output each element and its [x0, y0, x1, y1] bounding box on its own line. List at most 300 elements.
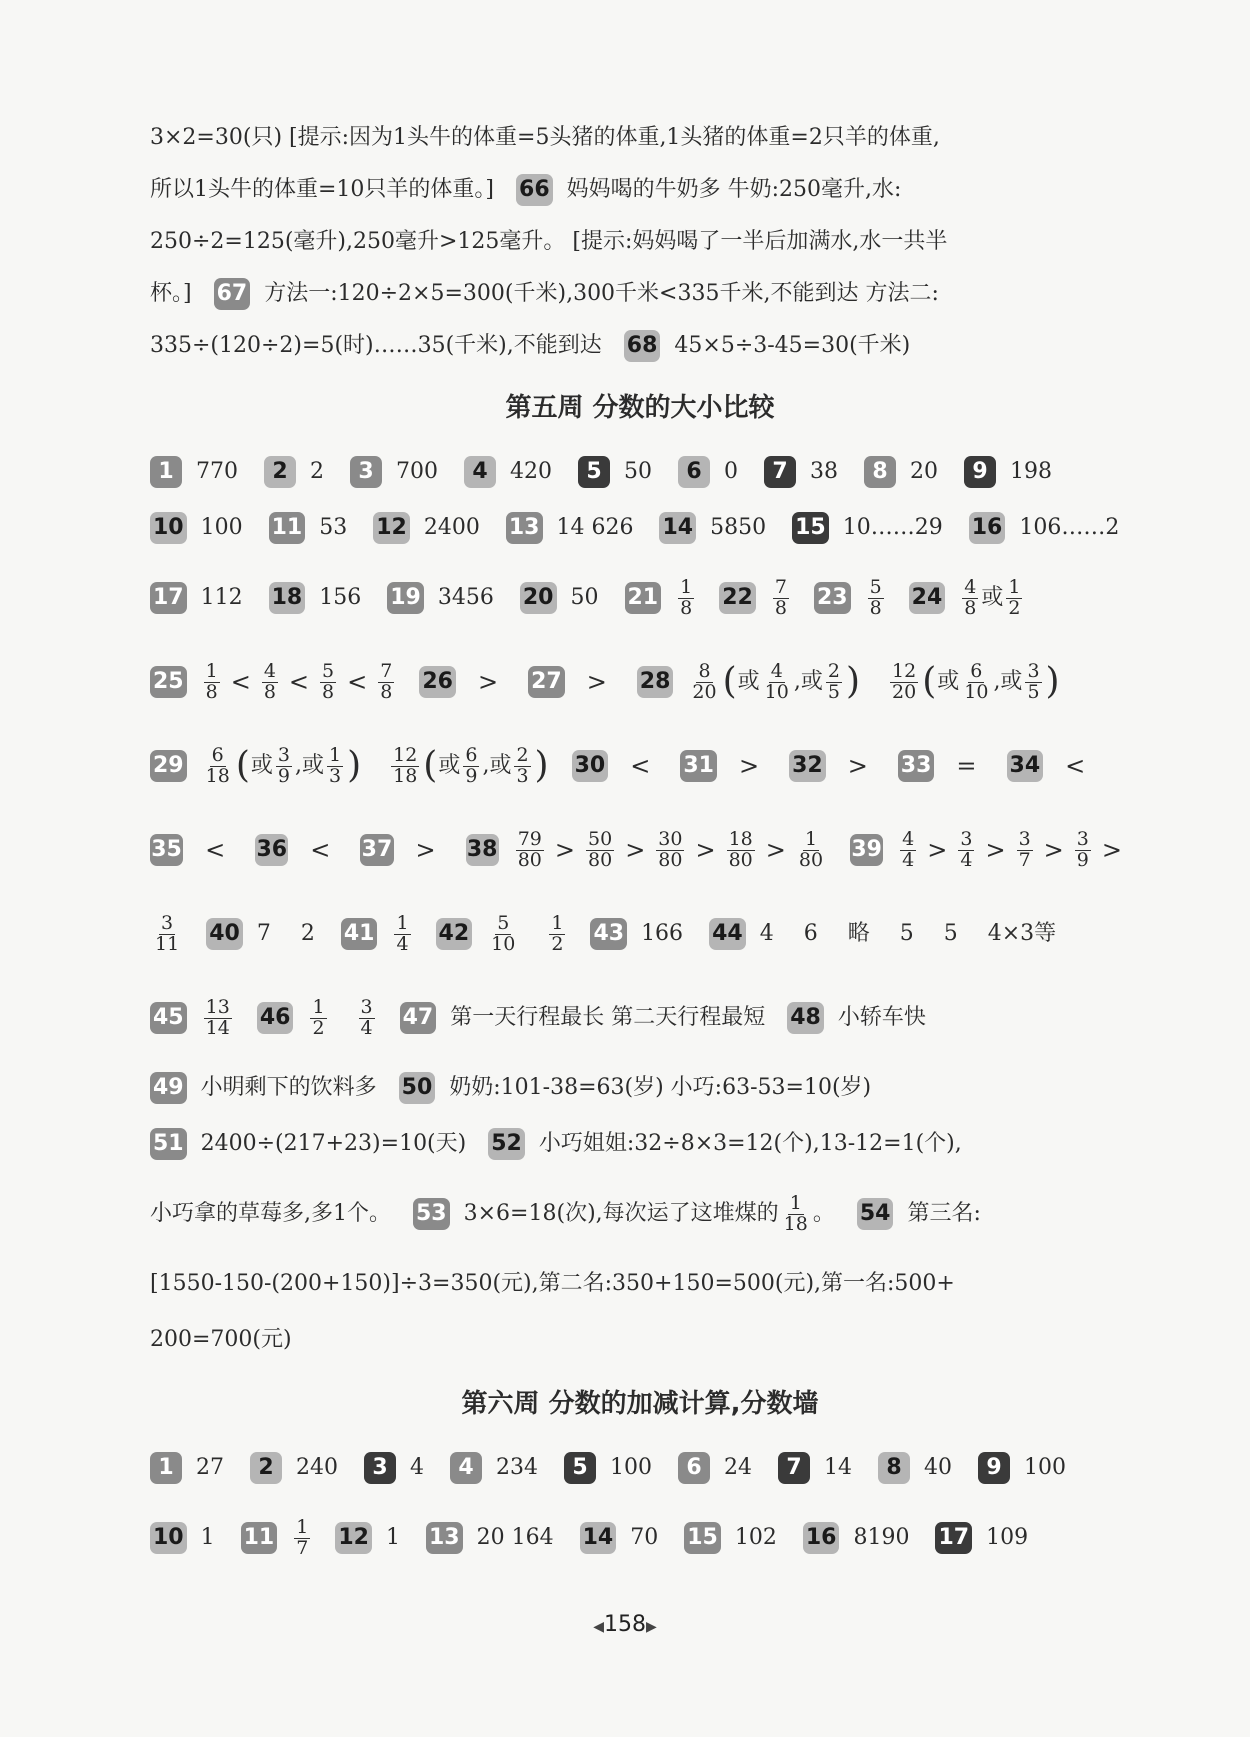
fraction: [204, 743, 232, 787]
less-than-sign: <: [288, 667, 310, 696]
fraction: [1025, 659, 1041, 703]
numerator: 1: [328, 743, 342, 766]
fraction: [276, 743, 292, 787]
paren-close: ): [534, 745, 549, 786]
denominator: 80: [798, 848, 824, 871]
answer-text: 奶奶:101-38=63(岁) 小巧:63-53=10(岁): [449, 1074, 872, 1100]
fraction: [204, 995, 232, 1039]
answer-value: 27: [196, 1454, 224, 1480]
question-badge: 8: [878, 1452, 910, 1484]
answer-row-11: [150, 1172, 1130, 1256]
answer-value: 14 626: [556, 514, 634, 540]
answer-value: 20: [910, 458, 938, 484]
answer-value: 166: [641, 920, 684, 946]
answer-value: 106……2: [1019, 514, 1120, 540]
answer-value: 10……29: [842, 514, 943, 540]
denominator: 8: [964, 596, 977, 619]
question-badge: 46: [257, 1002, 294, 1034]
numerator: 50: [588, 827, 613, 850]
text-line: [150, 164, 1130, 216]
paren-close: ): [347, 745, 362, 786]
denominator: 3: [328, 764, 342, 787]
answer-value: 420: [510, 458, 552, 484]
page-number: 158: [604, 1612, 646, 1637]
denominator: 4: [360, 1016, 373, 1039]
answer-value: 2400: [423, 514, 480, 540]
answer-value: 5: [899, 920, 914, 946]
denominator: 11: [155, 932, 180, 955]
answer-text: 妈妈喝的牛奶多 牛奶:250毫升,水:: [566, 176, 902, 202]
denominator: 18: [205, 764, 230, 787]
numerator: 4: [263, 659, 276, 682]
fraction: [900, 827, 916, 871]
numerator: 4: [964, 575, 977, 598]
or-text: ,或: [793, 668, 823, 694]
fraction: [586, 827, 614, 871]
or-text: ,或: [993, 668, 1023, 694]
fraction: [763, 659, 791, 703]
question-badge: 17: [935, 1522, 972, 1554]
question-badge: 25: [150, 666, 187, 698]
fraction: [463, 743, 479, 787]
question-badge: 8: [864, 456, 896, 488]
question-badge: 5: [578, 456, 610, 488]
question-badge: 7: [778, 1452, 810, 1484]
denominator: 8: [263, 680, 276, 703]
question-badge: 34: [1007, 750, 1044, 782]
numerator: 2: [827, 659, 840, 682]
answer-value: 14: [824, 1454, 852, 1480]
question-badge: 2: [264, 456, 296, 488]
question-badge: 53: [413, 1198, 450, 1230]
denominator: 8: [774, 596, 787, 619]
denominator: 20: [692, 680, 717, 703]
question-badge: 49: [150, 1072, 187, 1104]
question-badge: 15: [684, 1522, 721, 1554]
question-badge: 52: [488, 1128, 525, 1160]
answer-text: 2400÷(217+23)=10(天): [200, 1130, 467, 1156]
page-content: [150, 112, 1130, 1580]
numerator: 1: [205, 659, 218, 682]
question-badge: 13: [506, 512, 543, 544]
answer-value: 40: [924, 1454, 952, 1480]
answer-value: 100: [200, 514, 243, 540]
answer-value: 5850: [710, 514, 767, 540]
denominator: 18: [783, 1212, 808, 1235]
denominator: 4: [902, 848, 915, 871]
triangle-left-icon: ◀: [593, 1619, 604, 1635]
less-than-sign: <: [347, 667, 368, 696]
fraction: [797, 827, 825, 871]
answer-text: 第三名:: [907, 1200, 981, 1226]
less-than-sign: <: [205, 835, 226, 864]
numerator: 1: [789, 1191, 802, 1214]
denominator: 2: [1008, 596, 1021, 619]
numerator: 30: [658, 827, 683, 850]
answer-text: 45×5÷3-45=30(千米): [674, 332, 911, 358]
answer-row-9: [150, 1060, 1130, 1116]
question-badge: 12: [335, 1522, 372, 1554]
text-line: [150, 216, 1130, 268]
section-title-week6: 第六周 分数的加减计算,分数墙: [461, 1389, 819, 1419]
answer-row-1: [150, 444, 1130, 500]
numerator: 12: [892, 659, 917, 682]
question-badge: 1: [150, 1452, 182, 1484]
answer-row-6: [150, 808, 1130, 892]
denominator: 8: [205, 680, 218, 703]
question-badge: 40: [206, 918, 243, 950]
fraction: [391, 743, 419, 787]
question-badge: 3: [364, 1452, 396, 1484]
paren-open: (: [423, 745, 438, 786]
question-badge: 42: [436, 918, 473, 950]
question-badge: 6: [678, 456, 710, 488]
answer-text: 小明剩下的饮料多: [200, 1074, 377, 1100]
question-badge: 30: [572, 750, 609, 782]
fraction: [394, 911, 410, 955]
fraction: [890, 659, 918, 703]
fraction: [678, 575, 694, 619]
section-title-week5: 第五周 分数的大小比较: [505, 393, 775, 423]
denominator: 4: [960, 848, 973, 871]
question-badge: 37: [360, 834, 393, 866]
answer-value: 6: [803, 920, 818, 946]
question-badge: 27: [528, 666, 565, 698]
less-than-sign: <: [1065, 751, 1086, 780]
numerator: 7: [380, 659, 393, 682]
question-badge: 50: [399, 1072, 436, 1104]
question-badge: 14: [580, 1522, 617, 1554]
denominator: 8: [380, 680, 393, 703]
equals-sign: =: [956, 751, 977, 780]
greater-than-sign: >: [625, 835, 646, 864]
page-number-footer: [0, 1612, 1250, 1637]
question-badge-68: 68: [624, 330, 661, 362]
answer-text: 335÷(120÷2)=5(时)……35(千米),不能到达: [150, 332, 602, 358]
answer-row-5: [150, 724, 1130, 808]
answer-value: 20 164: [476, 1524, 554, 1550]
question-badge: 48: [787, 1002, 824, 1034]
answer-text: 方法一:120÷2×5=300(千米),300千米<335千米,不能到达 方法二:: [264, 280, 939, 306]
denominator: 80: [588, 848, 613, 871]
question-badge: 16: [803, 1522, 840, 1554]
answer-text: 所以1头牛的体重=10只羊的体重。]: [150, 176, 495, 202]
answer-text: 杯。]: [150, 280, 192, 306]
fraction: [1006, 575, 1022, 619]
question-badge: 24: [909, 582, 946, 614]
answer-value: 102: [734, 1524, 777, 1550]
numerator: 6: [211, 743, 224, 766]
answer-value: 109: [986, 1524, 1029, 1550]
fraction: [868, 575, 884, 619]
denominator: 4: [396, 932, 409, 955]
numerator: 3: [960, 827, 973, 850]
less-than-sign: <: [310, 835, 331, 864]
question-badge: 45: [150, 1002, 187, 1034]
fraction: [962, 575, 978, 619]
numerator: 6: [465, 743, 478, 766]
question-badge: 51: [150, 1128, 187, 1160]
answer-value: 100: [1024, 1454, 1066, 1480]
fraction: [310, 995, 326, 1039]
numerator: 1: [680, 575, 693, 598]
text-line: [150, 268, 1130, 320]
numerator: 1: [551, 911, 564, 934]
triangle-right-icon: ▶: [646, 1619, 657, 1635]
answer-value: 4×3等: [987, 920, 1057, 946]
denominator: 10: [764, 680, 789, 703]
denominator: 3: [516, 764, 529, 787]
question-badge: 17: [150, 582, 187, 614]
text-line: [150, 112, 1130, 164]
numerator: 79: [517, 827, 542, 850]
question-badge: 2: [250, 1452, 282, 1484]
answer-value: 0: [724, 458, 738, 484]
greater-than-sign: >: [765, 835, 786, 864]
fraction: [549, 911, 565, 955]
greater-than-sign: >: [415, 835, 436, 864]
answer-value: 4: [759, 920, 774, 946]
denominator: 10: [964, 680, 989, 703]
question-badge: 39: [850, 834, 883, 866]
fraction: [489, 911, 517, 955]
question-badge: 43: [590, 918, 627, 950]
numerator: 3: [277, 743, 290, 766]
question-badge: 21: [625, 582, 662, 614]
less-than-sign: <: [230, 667, 251, 696]
question-badge: 12: [373, 512, 410, 544]
fraction: [320, 659, 336, 703]
numerator: 3: [1027, 659, 1040, 682]
question-badge: 47: [400, 1002, 437, 1034]
answer-text: 3×2=30(只) [提示:因为1头牛的体重=5头猪的体重,1头猪的体重=2只羊的体重,: [150, 124, 940, 150]
answer-value: 50: [570, 584, 599, 610]
fraction: [1075, 827, 1091, 871]
fraction: [204, 659, 220, 703]
numerator: 1: [296, 1515, 309, 1538]
fraction: [656, 827, 684, 871]
greater-than-sign: >: [586, 667, 607, 696]
fraction: [962, 659, 990, 703]
question-badge: 35: [150, 834, 183, 866]
greater-than-sign: >: [695, 835, 716, 864]
denominator: 9: [465, 764, 478, 787]
question-badge: 6: [678, 1452, 710, 1484]
question-badge: 20: [520, 582, 557, 614]
answer-value: 7: [256, 920, 271, 946]
denominator: 5: [827, 680, 840, 703]
answer-row-8: [150, 976, 1130, 1060]
answer-value: 770: [196, 458, 238, 484]
fraction: [782, 1191, 810, 1235]
question-badge: 13: [426, 1522, 463, 1554]
question-badge: 29: [150, 750, 187, 782]
numerator: 3: [1018, 827, 1031, 850]
denominator: 80: [517, 848, 542, 871]
question-badge: 14: [659, 512, 696, 544]
question-badge: 3: [350, 456, 382, 488]
answer-value: 70: [630, 1524, 659, 1550]
answer-value: 8190: [853, 1524, 910, 1550]
answer-text: 200=700(元): [150, 1326, 292, 1352]
answer-value: 53: [319, 514, 348, 540]
greater-than-sign: >: [985, 835, 1006, 864]
denominator: 9: [277, 764, 290, 787]
greater-than-sign: >: [738, 751, 760, 780]
denominator: 8: [680, 596, 693, 619]
paren-open: (: [722, 661, 737, 702]
answer-value: 156: [319, 584, 362, 610]
answer-value: 5: [943, 920, 958, 946]
question-badge: 15: [792, 512, 829, 544]
answer-row-3: [150, 556, 1130, 640]
greater-than-sign: >: [927, 835, 948, 864]
question-badge: 9: [964, 456, 996, 488]
answer-text: [1550-150-(200+150)]÷3=350(元),第二名:350+150=500(元),第一名:500+: [150, 1270, 955, 1296]
answer-value: 112: [200, 584, 243, 610]
text-line: [150, 320, 1130, 372]
question-badge-66: 66: [516, 174, 553, 206]
fraction: [1017, 827, 1033, 871]
question-badge: 18: [269, 582, 306, 614]
fraction: [378, 659, 394, 703]
question-badge: 41: [341, 918, 378, 950]
question-badge: 23: [814, 582, 851, 614]
question-badge: 44: [709, 918, 746, 950]
answer-value: 4: [410, 1454, 424, 1480]
answer-value: 1: [385, 1524, 400, 1550]
answer-row-10: [150, 1116, 1130, 1172]
or-text: 或: [981, 584, 1004, 610]
denominator: 5: [1027, 680, 1040, 703]
paren-close: ): [845, 661, 860, 702]
denominator: 14: [205, 1016, 230, 1039]
denominator: 10: [491, 932, 516, 955]
question-badge: 11: [241, 1522, 278, 1554]
fraction: [773, 575, 789, 619]
denominator: 2: [551, 932, 564, 955]
answer-value: 38: [810, 458, 838, 484]
numerator: 5: [322, 659, 335, 682]
fraction: [294, 1515, 310, 1559]
or-text: 或: [438, 752, 461, 778]
question-badge: 4: [464, 456, 496, 488]
greater-than-sign: >: [554, 835, 575, 864]
or-text: 或: [250, 752, 273, 778]
fraction: [727, 827, 755, 871]
fraction: [958, 827, 974, 871]
answer-text: 第一天行程最长 第二天行程最短: [450, 1004, 766, 1030]
question-badge: 5: [564, 1452, 596, 1484]
denominator: 80: [728, 848, 753, 871]
or-text: 或: [737, 668, 760, 694]
denominator: 18: [393, 764, 418, 787]
numerator: 12: [393, 743, 418, 766]
paren-open: (: [922, 661, 937, 702]
question-badge: 38: [466, 834, 499, 866]
greater-than-sign: >: [1101, 835, 1122, 864]
numerator: 5: [497, 911, 510, 934]
answer-value: 1: [200, 1524, 215, 1550]
numerator: 5: [869, 575, 882, 598]
question-badge: 26: [419, 666, 456, 698]
numerator: 4: [902, 827, 915, 850]
greater-than-sign: >: [477, 667, 499, 696]
numerator: 13: [205, 995, 230, 1018]
answer-value: 100: [610, 1454, 652, 1480]
denominator: 7: [1018, 848, 1031, 871]
fraction: [516, 827, 544, 871]
answer-row-1: [150, 1440, 1130, 1496]
numerator: 1: [312, 995, 325, 1018]
or-text: ,或: [482, 752, 512, 778]
fraction: [514, 743, 530, 787]
question-badge: 28: [637, 666, 674, 698]
answer-text: 小巧姐姐:32÷8×3=12(个),13-12=1(个),: [538, 1130, 962, 1156]
question-badge: 22: [719, 582, 756, 614]
numerator: 18: [728, 827, 753, 850]
fraction: [690, 659, 718, 703]
numerator: 1: [804, 827, 818, 850]
question-badge: 1: [150, 456, 182, 488]
fraction: [359, 995, 375, 1039]
fraction: [153, 911, 181, 955]
or-text: 或: [937, 668, 960, 694]
denominator: 80: [658, 848, 683, 871]
or-text: ,或: [294, 752, 324, 778]
denominator: 7: [296, 1536, 309, 1559]
answer-row-7: [150, 892, 1130, 976]
fraction: [262, 659, 278, 703]
greater-than-sign: >: [847, 751, 868, 780]
numerator: 1: [396, 911, 409, 934]
denominator: 8: [322, 680, 335, 703]
numerator: 3: [161, 911, 174, 934]
greater-than-sign: >: [1043, 835, 1064, 864]
answer-text: 小轿车快: [837, 1004, 926, 1030]
answer-row-12: [150, 1256, 1130, 1312]
question-badge: 31: [680, 750, 717, 782]
numerator: 2: [516, 743, 529, 766]
question-badge: 32: [789, 750, 826, 782]
question-badge: 11: [269, 512, 306, 544]
answer-value: 24: [724, 1454, 752, 1480]
question-badge: 4: [450, 1452, 482, 1484]
answer-text: 3×6=18(次),每次运了这堆煤的: [463, 1200, 779, 1226]
answer-text: 。: [812, 1200, 835, 1226]
answer-row-4: [150, 640, 1130, 724]
answer-value: 198: [1010, 458, 1052, 484]
answer-value: 略: [847, 920, 870, 946]
question-badge: 33: [898, 750, 935, 782]
answer-value: 240: [296, 1454, 338, 1480]
numerator: 6: [970, 659, 983, 682]
denominator: 8: [869, 596, 882, 619]
answer-text: 小巧拿的草莓多,多1个。: [150, 1200, 391, 1226]
question-badge: 36: [255, 834, 288, 866]
answer-value: 234: [496, 1454, 538, 1480]
answer-value: 50: [624, 458, 652, 484]
numerator: 3: [360, 995, 373, 1018]
fraction: [826, 659, 842, 703]
answer-value: 3456: [437, 584, 494, 610]
question-badge: 9: [978, 1452, 1010, 1484]
numerator: 3: [1076, 827, 1089, 850]
paren-open: (: [235, 745, 250, 786]
question-badge: 10: [150, 1522, 187, 1554]
paren-close: ): [1045, 661, 1060, 702]
numerator: 4: [770, 659, 783, 682]
